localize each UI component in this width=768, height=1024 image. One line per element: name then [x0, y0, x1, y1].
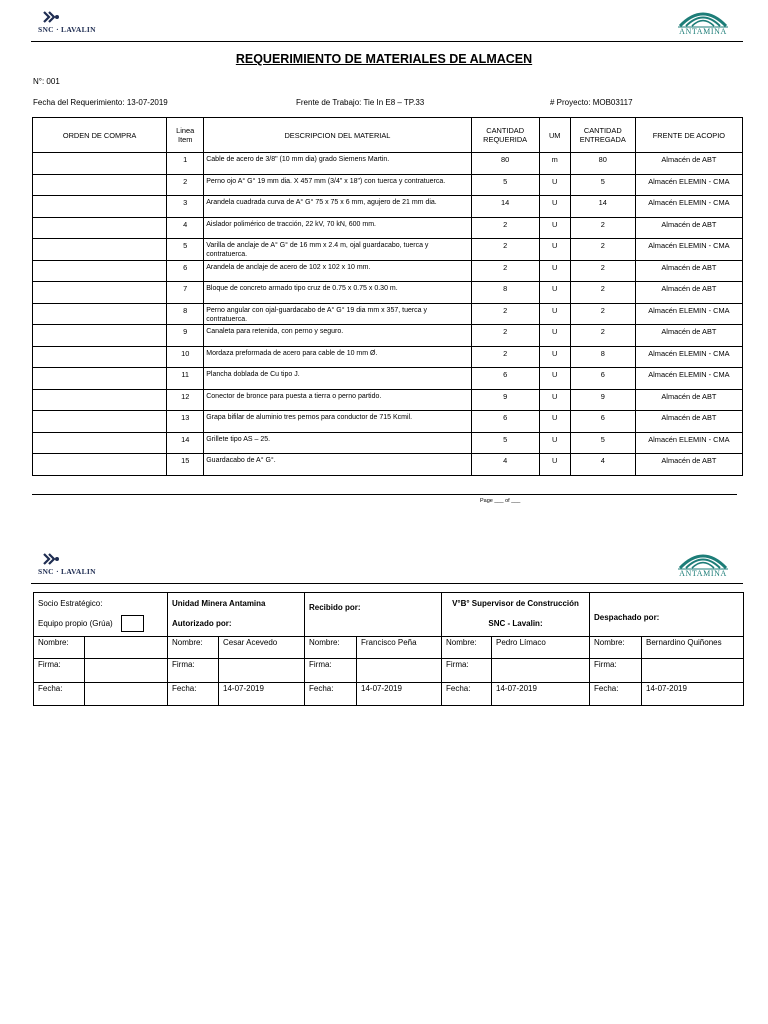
strategic-partner-cell: [34, 593, 168, 637]
signature-name-row: [34, 637, 744, 659]
order-cell: [33, 454, 167, 476]
mining-unit-cell: [168, 593, 305, 637]
received-name: Francisco Peña: [357, 637, 442, 659]
table-row: [33, 411, 743, 433]
description-cell: Perno angular con ojal-guardacabo de A° G° 19 dia mm x 357, tuerca y contratuerca.: [204, 303, 471, 325]
partner-name-field[interactable]: [85, 637, 168, 659]
col-header-qty-requested: CANTIDAD REQUERIDA: [471, 118, 539, 153]
qty-delivered-cell: 2: [570, 217, 635, 239]
table-header-row: [33, 118, 743, 153]
header-divider-2: [31, 583, 743, 584]
description-cell: Grillete tipo AS – 25.: [204, 432, 471, 454]
line-cell: 12: [167, 389, 204, 411]
snc-lavalin-mark-icon: [38, 10, 60, 24]
authorized-name: Cesar Acevedo: [219, 637, 305, 659]
description-cell: Cable de acero de 3/8" (10 mm dia) grado Siemens Martin.: [204, 153, 471, 175]
qty-delivered-cell: 14: [570, 196, 635, 218]
partner-signature-field[interactable]: [85, 659, 168, 683]
um-cell: m: [539, 153, 570, 175]
um-cell: U: [539, 368, 570, 390]
table-row: [33, 217, 743, 239]
header-divider: [31, 41, 743, 42]
partner-date-field[interactable]: [85, 683, 168, 706]
um-cell: U: [539, 432, 570, 454]
um-cell: U: [539, 239, 570, 261]
dispatched-by-cell: [590, 593, 744, 637]
line-cell: 5: [167, 239, 204, 261]
qty-delivered-cell: 5: [570, 432, 635, 454]
order-cell: [33, 432, 167, 454]
line-cell: 2: [167, 174, 204, 196]
antamina-logo-text: ANTAMINA: [679, 27, 727, 36]
supervisor-title: V°B° Supervisor de Construcción: [452, 599, 579, 608]
line-cell: 13: [167, 411, 204, 433]
signature-label: Firma:: [305, 659, 357, 683]
supervisor-company: SNC - Lavalin:: [488, 619, 543, 628]
supervisor-date: 14-07-2019: [492, 683, 590, 706]
antamina-logo-text: ANTAMINA: [679, 569, 727, 578]
table-row: [33, 325, 743, 347]
front-cell: Almacén ELEMIN - CMA: [635, 174, 742, 196]
qty-requested-cell: 6: [471, 411, 539, 433]
description-cell: Perno ojo A° G° 19 mm dia. X 457 mm (3/4" x 18") con tuerca y contratuerca.: [204, 174, 471, 196]
um-cell: U: [539, 411, 570, 433]
um-cell: U: [539, 325, 570, 347]
qty-delivered-cell: 2: [570, 325, 635, 347]
qty-requested-cell: 2: [471, 346, 539, 368]
dispatcher-signature-field[interactable]: [642, 659, 744, 683]
authorized-by-label: Autorizado por:: [172, 619, 232, 628]
line-cell: 3: [167, 196, 204, 218]
order-cell: [33, 260, 167, 282]
description-cell: Guardacabo de A° G°.: [204, 454, 471, 476]
signature-label: Firma:: [34, 659, 85, 683]
description-cell: Varilla de anclaje de A° G° de 16 mm x 2.4 m, ojal guardacabo, tuerca y contratuerca.: [204, 239, 471, 261]
qty-delivered-cell: 5: [570, 174, 635, 196]
supervisor-cell: [442, 593, 590, 637]
supervisor-name: Pedro Límaco: [492, 637, 590, 659]
page-footer-divider: [32, 494, 737, 495]
front-cell: Almacén de ABT: [635, 411, 742, 433]
order-cell: [33, 217, 167, 239]
qty-delivered-cell: 2: [570, 282, 635, 304]
description-cell: Plancha doblada de Cu tipo J.: [204, 368, 471, 390]
front-cell: Almacén ELEMIN - CMA: [635, 368, 742, 390]
antamina-logo: [678, 6, 728, 36]
qty-requested-cell: 5: [471, 174, 539, 196]
received-by-label: Recibido por:: [309, 603, 361, 612]
materials-table: [32, 117, 743, 476]
um-cell: U: [539, 282, 570, 304]
front-cell: Almacén de ABT: [635, 389, 742, 411]
col-header-qty-delivered: CANTIDAD ENTREGADA: [570, 118, 635, 153]
own-equipment-label: Equipo propio (Grúa): [38, 619, 113, 628]
table-row: [33, 153, 743, 175]
col-header-order: ORDEN DE COMPRA: [33, 118, 167, 153]
qty-delivered-cell: 2: [570, 239, 635, 261]
line-cell: 6: [167, 260, 204, 282]
name-label: Nombre:: [590, 637, 642, 659]
date-label: Fecha:: [590, 683, 642, 706]
qty-requested-cell: 9: [471, 389, 539, 411]
col-header-line: Linea Item: [167, 118, 204, 153]
table-row: [33, 432, 743, 454]
order-cell: [33, 239, 167, 261]
date-label: Fecha:: [305, 683, 357, 706]
antamina-mountain-icon: [678, 548, 728, 570]
qty-requested-cell: 5: [471, 432, 539, 454]
qty-requested-cell: 8: [471, 282, 539, 304]
signature-label: Firma:: [590, 659, 642, 683]
own-equipment-checkbox[interactable]: [121, 615, 144, 632]
um-cell: U: [539, 196, 570, 218]
page-number: Page ___ of ___: [480, 498, 521, 504]
front-cell: Almacén de ABT: [635, 153, 742, 175]
front-cell: Almacén ELEMIN - CMA: [635, 239, 742, 261]
order-cell: [33, 389, 167, 411]
qty-requested-cell: 4: [471, 454, 539, 476]
table-row: [33, 346, 743, 368]
antamina-logo-2: [678, 548, 728, 578]
front-cell: Almacén ELEMIN - CMA: [635, 432, 742, 454]
col-header-front: FRENTE DE ACOPIO: [635, 118, 742, 153]
authorized-date: 14-07-2019: [219, 683, 305, 706]
col-header-description: DESCRIPCION DEL MATERIAL: [204, 118, 471, 153]
qty-delivered-cell: 4: [570, 454, 635, 476]
col-header-um: UM: [539, 118, 570, 153]
qty-requested-cell: 6: [471, 368, 539, 390]
line-cell: 7: [167, 282, 204, 304]
front-cell: Almacén de ABT: [635, 325, 742, 347]
order-cell: [33, 282, 167, 304]
qty-delivered-cell: 80: [570, 153, 635, 175]
line-cell: 10: [167, 346, 204, 368]
strategic-partner-label: Socio Estratégico:: [38, 599, 103, 608]
qty-requested-cell: 14: [471, 196, 539, 218]
um-cell: U: [539, 217, 570, 239]
received-by-cell: [305, 593, 442, 637]
table-row: [33, 239, 743, 261]
name-label: Nombre:: [34, 637, 85, 659]
document-title: REQUERIMIENTO DE MATERIALES DE ALMACEN: [235, 52, 533, 66]
table-row: [33, 282, 743, 304]
order-cell: [33, 368, 167, 390]
qty-requested-cell: 2: [471, 217, 539, 239]
um-cell: U: [539, 260, 570, 282]
qty-requested-cell: 2: [471, 260, 539, 282]
qty-delivered-cell: 6: [570, 368, 635, 390]
request-number: N°: 001: [33, 77, 60, 86]
front-cell: Almacén de ABT: [635, 217, 742, 239]
signature-table: [33, 592, 744, 706]
description-cell: Arandela de anclaje de acero de 102 x 102 x 10 mm.: [204, 260, 471, 282]
antamina-mountain-icon: [678, 6, 728, 28]
name-label: Nombre:: [442, 637, 492, 659]
front-cell: Almacén de ABT: [635, 454, 742, 476]
date-label: Fecha:: [34, 683, 85, 706]
dispatcher-name: Bernardino Quiñones: [642, 637, 744, 659]
table-row: [33, 174, 743, 196]
qty-requested-cell: 2: [471, 303, 539, 325]
order-cell: [33, 153, 167, 175]
received-signature-field[interactable]: [357, 659, 442, 683]
signature-sign-row: [34, 659, 744, 683]
dispatched-by-label: Despachado por:: [594, 613, 660, 622]
order-cell: [33, 303, 167, 325]
description-cell: Aislador polimérico de tracción, 22 kV, 70 kN, 600 mm.: [204, 217, 471, 239]
table-row: [33, 196, 743, 218]
name-label: Nombre:: [168, 637, 219, 659]
request-date: Fecha del Requerimiento: 13-07-2019: [33, 98, 168, 107]
table-row: [33, 260, 743, 282]
line-cell: 1: [167, 153, 204, 175]
supervisor-signature-field[interactable]: [492, 659, 590, 683]
front-cell: Almacén ELEMIN - CMA: [635, 346, 742, 368]
received-date: 14-07-2019: [357, 683, 442, 706]
work-front: Frente de Trabajo: Tie In E8 – TP.33: [296, 98, 425, 107]
um-cell: U: [539, 303, 570, 325]
project-number: # Proyecto: MOB03117: [550, 98, 633, 107]
front-cell: Almacén ELEMIN - CMA: [635, 303, 742, 325]
description-cell: Conector de bronce para puesta a tierra o perno partido.: [204, 389, 471, 411]
um-cell: U: [539, 174, 570, 196]
snc-lavalin-mark-icon: [38, 552, 60, 566]
front-cell: Almacén de ABT: [635, 260, 742, 282]
line-cell: 8: [167, 303, 204, 325]
authorized-signature-field[interactable]: [219, 659, 305, 683]
qty-requested-cell: 2: [471, 325, 539, 347]
signature-label: Firma:: [442, 659, 492, 683]
qty-delivered-cell: 8: [570, 346, 635, 368]
front-cell: Almacén de ABT: [635, 282, 742, 304]
line-cell: 4: [167, 217, 204, 239]
um-cell: U: [539, 389, 570, 411]
name-label: Nombre:: [305, 637, 357, 659]
table-row: [33, 303, 743, 325]
snc-lavalin-logo-2: [38, 552, 96, 576]
qty-delivered-cell: 6: [570, 411, 635, 433]
mining-unit-label: Unidad Minera Antamina: [172, 599, 266, 608]
table-row: [33, 368, 743, 390]
qty-delivered-cell: 9: [570, 389, 635, 411]
line-cell: 11: [167, 368, 204, 390]
table-row: [33, 389, 743, 411]
description-cell: Bloque de concreto armado tipo cruz de 0.75 x 0.75 x 0.30 m.: [204, 282, 471, 304]
qty-delivered-cell: 2: [570, 260, 635, 282]
table-row: [33, 454, 743, 476]
description-cell: Mordaza preformada de acero para cable de 10 mm Ø.: [204, 346, 471, 368]
date-label: Fecha:: [168, 683, 219, 706]
description-cell: Canaleta para retenida, con perno y seguro.: [204, 325, 471, 347]
snc-lavalin-logo: [38, 10, 96, 34]
description-cell: Grapa bifilar de aluminio tres pernos para conductor de 715 Kcmil.: [204, 411, 471, 433]
snc-lavalin-logo-text: SNC · LAVALIN: [38, 25, 96, 34]
order-cell: [33, 346, 167, 368]
own-equipment-row: [38, 614, 163, 634]
qty-requested-cell: 80: [471, 153, 539, 175]
order-cell: [33, 411, 167, 433]
signature-date-row: [34, 683, 744, 706]
um-cell: U: [539, 346, 570, 368]
line-cell: 15: [167, 454, 204, 476]
snc-lavalin-logo-text: SNC · LAVALIN: [38, 567, 96, 576]
order-cell: [33, 174, 167, 196]
line-cell: 9: [167, 325, 204, 347]
signature-label: Firma:: [168, 659, 219, 683]
um-cell: U: [539, 454, 570, 476]
description-cell: Arandela cuadrada curva de A° G° 75 x 75 x 6 mm, agujero de 21 mm dia.: [204, 196, 471, 218]
dispatcher-date: 14-07-2019: [642, 683, 744, 706]
qty-requested-cell: 2: [471, 239, 539, 261]
line-cell: 14: [167, 432, 204, 454]
date-label: Fecha:: [442, 683, 492, 706]
front-cell: Almacén ELEMIN - CMA: [635, 196, 742, 218]
order-cell: [33, 196, 167, 218]
qty-delivered-cell: 2: [570, 303, 635, 325]
order-cell: [33, 325, 167, 347]
